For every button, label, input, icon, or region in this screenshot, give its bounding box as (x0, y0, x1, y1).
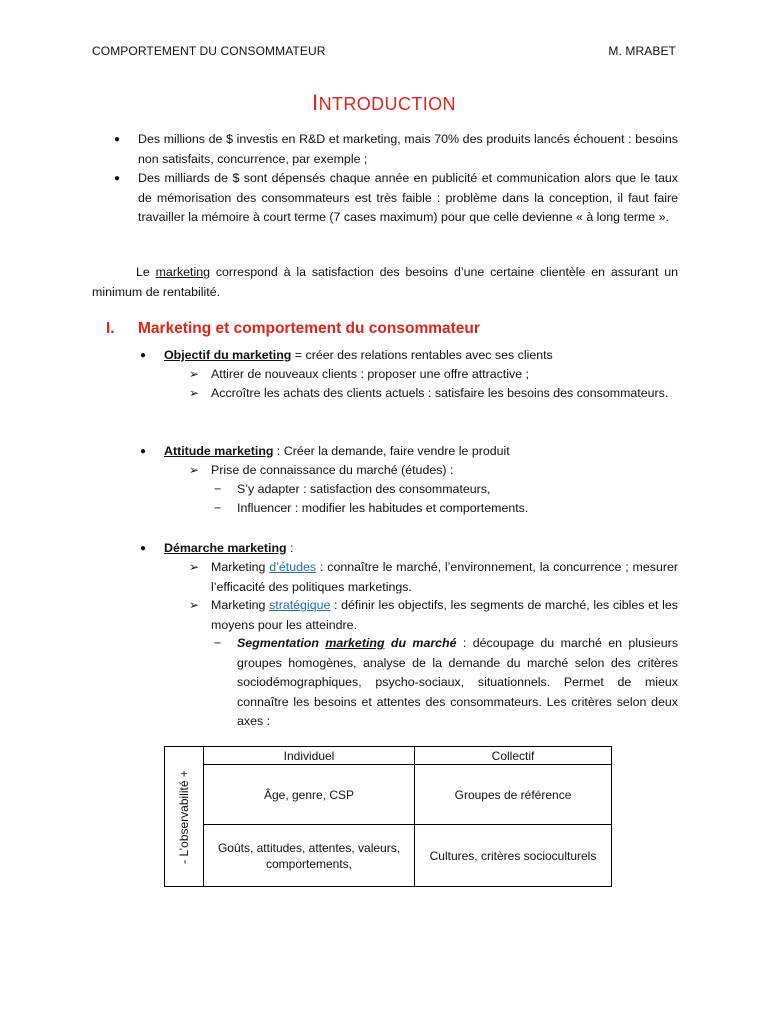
column-header-collectif: Collectif (415, 747, 612, 765)
etudes-text: : connaître le marché, l’environnement, la concurrence ; mesurer l’efficacité des politiques marketings. (211, 560, 678, 594)
demarche-text: : (286, 541, 294, 555)
section-number: I. (106, 320, 115, 337)
attitude-bullet (140, 442, 680, 462)
objectif-text: = créer des relations rentables avec ses clients (291, 348, 553, 362)
criteria-table (164, 746, 612, 887)
intro-bullet-1 (114, 130, 678, 169)
axis-label-cell (165, 747, 204, 887)
section-heading (106, 320, 480, 338)
table-header-row (165, 747, 612, 765)
intro-bullet-text: Des milliards de $ sont dépensés chaque année en publicité et communication alors que le taux de mémorisation des consommateurs est très faible : problème dans la conception, il faut faire travailler la mémoire à court terme (7 cases maximum) pour que celle devienne « à long terme ». (138, 171, 678, 224)
bullet-dot-icon: ● (114, 173, 121, 184)
arrow-bullet-icon: ➢ (189, 598, 200, 612)
section-title: Marketing et comportement du consommateur (138, 320, 480, 337)
objectif-item-text: Attirer de nouveaux clients : proposer une offre attractive ; (211, 367, 529, 381)
title-rest: NTRODUCTION (318, 94, 456, 114)
demarche-bullet (140, 539, 680, 559)
strategique-text: : définir les objectifs, les segments de marché, les cibles et les moyens pour les atteindre. (211, 598, 678, 632)
definition-prefix: Le (136, 265, 156, 279)
objectif-bullet (140, 346, 680, 366)
attitude-dash-1 (214, 480, 678, 500)
dash-bullet-icon: − (214, 482, 222, 496)
page-title (0, 90, 768, 116)
segmentation-text: : découpage du marché en plusieurs groupes homogènes, analyse de la demande du marché selon des critères sociodémographiques, psycho-sociaux, situationnels. Permet de mieux connaître les besoins et attentes des consommateurs. Les critères selon deux axes : (237, 636, 679, 728)
arrow-bullet-icon: ➢ (189, 367, 200, 381)
attitude-label: Attitude marketing (164, 444, 274, 458)
attitude-dash-text: Influencer : modifier les habitudes et comportements. (237, 501, 529, 515)
arrow-bullet-icon: ➢ (189, 386, 200, 400)
objectif-item-2 (189, 384, 678, 404)
strategique-link[interactable]: stratégique (269, 598, 331, 612)
column-header-individuel: Individuel (204, 747, 415, 765)
bullet-dot-icon: ● (114, 134, 121, 145)
segmentation-item (214, 634, 678, 732)
table-cell: Goûts, attitudes, attentes, valeurs, comportements, (204, 825, 415, 887)
attitude-dash-text: S’y adapter : satisfaction des consommateurs, (237, 482, 491, 496)
table-cell: Âge, genre, CSP (204, 765, 415, 825)
table-row (165, 765, 612, 825)
arrow-bullet-icon: ➢ (189, 560, 200, 574)
demarche-label: Démarche marketing (164, 541, 287, 555)
attitude-text: : Créer la demande, faire vendre le produit (273, 444, 510, 458)
definition-paragraph (92, 263, 678, 302)
bullet-dot-icon: ● (140, 543, 147, 554)
segmentation-label-a: Segmentation (237, 636, 326, 650)
table-row (165, 825, 612, 887)
demarche-etudes-item (189, 558, 678, 597)
definition-term: marketing (155, 265, 211, 279)
segmentation-label-c: du marché (384, 636, 457, 650)
segmentation-label-b: marketing (325, 636, 385, 650)
bullet-dot-icon: ● (140, 350, 147, 361)
axis-label: - L’observabilité + (177, 769, 191, 864)
strategique-prefix: Marketing (211, 598, 270, 612)
attitude-sub-text: Prise de connaissance du marché (études) : (211, 463, 454, 477)
dash-bullet-icon: − (214, 636, 222, 650)
intro-bullet-text: Des millions de $ investis en R&D et marketing, mais 70% des produits lancés échouent : besoins non satisfaits, concurrence, par exemple ; (138, 132, 678, 166)
etudes-link[interactable]: d’études (269, 560, 317, 574)
title-initial: I (312, 90, 319, 115)
page-header (92, 44, 676, 58)
header-author: M. MRABET (608, 44, 676, 58)
arrow-bullet-icon: ➢ (189, 463, 200, 477)
dash-bullet-icon: − (214, 501, 222, 515)
attitude-dash-2 (214, 499, 678, 519)
header-course-title: COMPORTEMENT DU CONSOMMATEUR (92, 44, 326, 58)
objectif-label: Objectif du marketing (164, 348, 292, 362)
table-cell: Groupes de référence (415, 765, 612, 825)
table-cell: Cultures, critères socioculturels (415, 825, 612, 887)
objectif-item-1 (189, 365, 678, 385)
demarche-strategique-item (189, 596, 678, 635)
etudes-prefix: Marketing (211, 560, 270, 574)
objectif-item-text: Accroître les achats des clients actuels : satisfaire les besoins des consommateurs. (211, 386, 669, 400)
definition-text: correspond à la satisfaction des besoins d’une certaine clientèle en assurant un minimum de rentabilité. (92, 265, 678, 299)
intro-bullet-2 (114, 169, 678, 228)
attitude-sub-item (189, 461, 678, 481)
bullet-dot-icon: ● (140, 446, 147, 457)
